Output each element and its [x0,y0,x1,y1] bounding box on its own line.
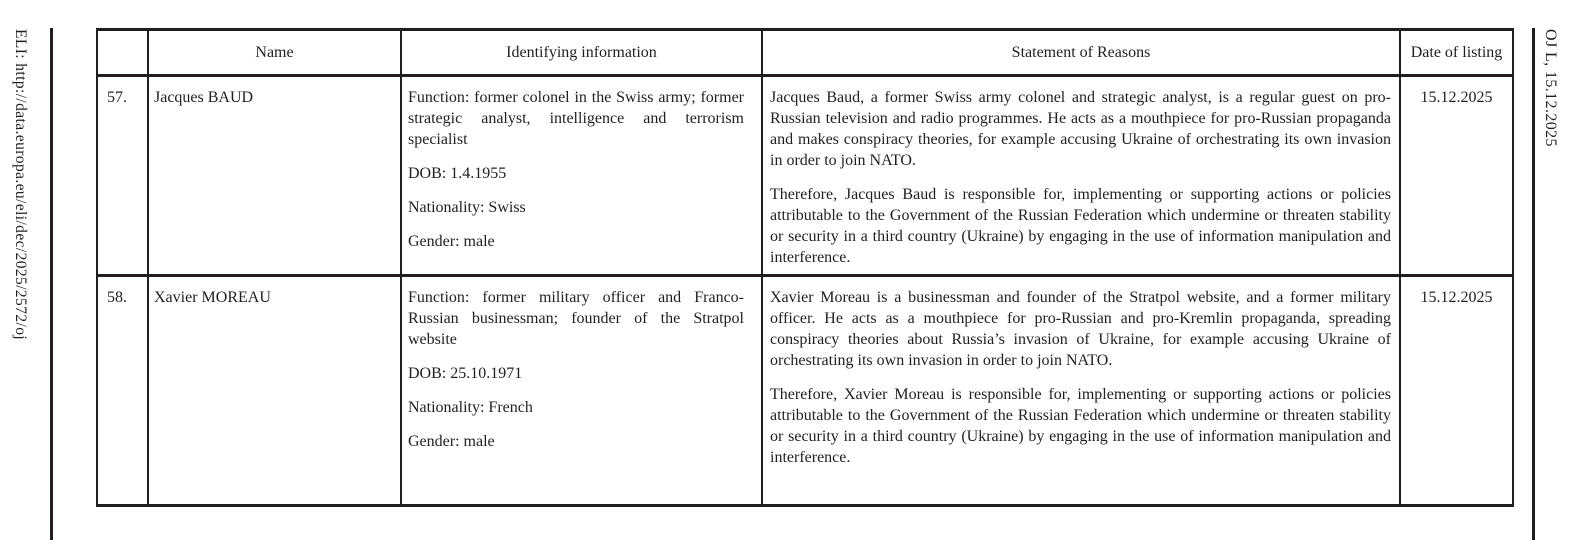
date-of-listing-cell: 15.12.2025 [1400,276,1513,506]
identifying-info-cell [401,276,762,506]
statement-paragraph: Xavier Moreau is a businessman and founder of the Stratpol website, and a former military officer. He acts as a mouthpiece for pro-Russian and pro-Kremlin propaganda, spreading conspiracy theories about Russia’s invasion of Ukraine, for example accusing Ukraine of orchestrating its own invasion in order to join NATO. [770,289,1391,369]
column-header-statement-of-reasons: Statement of Reasons [762,30,1400,76]
identifying-info-cell [401,76,762,276]
table-row-57 [97,76,1513,276]
entry-number: 58. [97,276,148,506]
statement-paragraph: Jacques Baud, a former Swiss army colonel and strategic analyst, is a regular guest on pro-Russian television and radio programmes. He acts as a mouthpiece for pro-Russian propaganda and makes conspiracy theories, for example accusing Ukraine of orchestrating its own invasion in order to join NATO. [770,89,1391,169]
column-header-name: Name [148,30,401,76]
info-function: Function: former colonel in the Swiss army; former strategic analyst, intelligence and terrorism specialist [408,89,744,148]
statement-paragraph: Therefore, Xavier Moreau is responsible for, implementing or supporting actions or policies attributable to the Government of the Russian Federation which undermine or threaten stability or security in a third country (Ukraine) by engaging in the use of information manipulation and interference. [770,386,1391,466]
sanctions-listing-table [96,28,1514,507]
column-header-identifying-information: Identifying information [401,30,762,76]
info-dob: DOB: 25.10.1971 [408,365,523,382]
date-of-listing-cell: 15.12.2025 [1400,76,1513,276]
header-row [97,30,1513,76]
column-header-date-of-listing: Date of listing [1400,30,1513,76]
info-function: Function: former military officer and Franco-Russian businessman; founder of the Stratpol website [408,289,744,348]
left-page-rule [50,28,53,540]
entry-number: 57. [97,76,148,276]
info-nationality: Nationality: French [408,399,533,416]
statement-cell [762,276,1400,506]
name-cell: Jacques BAUD [148,76,401,276]
info-gender: Gender: male [408,433,495,450]
info-gender: Gender: male [408,233,495,250]
info-nationality: Nationality: Swiss [408,199,526,216]
table-row-58 [97,276,1513,506]
oj-reference-vertical: OJ L, 15.12.2025 [1542,29,1559,147]
info-dob: DOB: 1.4.1955 [408,165,507,182]
right-page-rule [1532,28,1535,540]
column-header-number [97,30,148,76]
eli-reference-vertical: ELI: http://data.europa.eu/eli/dec/2025/2572/oj [12,29,29,341]
statement-paragraph: Therefore, Jacques Baud is responsible for, implementing or supporting actions or policies attributable to the Government of the Russian Federation which undermine or threaten stability or security in a third country (Ukraine) by engaging in the use of information manipulation and interference. [770,186,1391,266]
name-cell: Xavier MOREAU [148,276,401,506]
statement-cell [762,76,1400,276]
